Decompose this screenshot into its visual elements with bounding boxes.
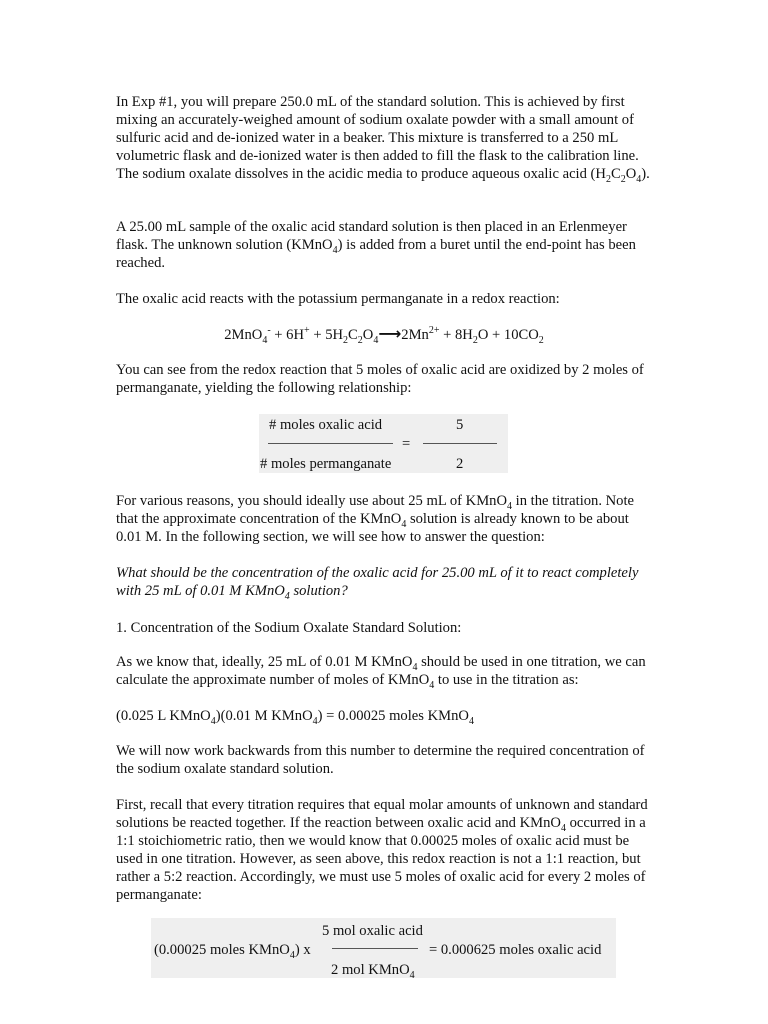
paragraph-work-backwards: We will now work backwards from this number to determine the required concentration of the sodium oxalate standard solution.	[116, 743, 645, 777]
paragraph-approx-moles: As we know that, ideally, 25 mL of 0.01 M KMnO$_4$ should be used in one titration, we can calculate the approximate number of moles of KMnO$_4$ to use in the titration as:	[116, 654, 646, 691]
redox-equation: $2MnO_4^- + 6H^+ + 5H_2C_2O_4⟶2Mn^{2+} + 8H_2O + 10CO_2$	[224, 324, 544, 346]
calc-left-term: (0.00025 moles KMnO$_4$) x	[154, 942, 311, 961]
reaction-arrow-icon: ⟶	[378, 324, 402, 343]
fraction-line-left	[268, 443, 393, 444]
calc-fraction-line	[332, 948, 418, 949]
ratio-numerator-left: # moles oxalic acid	[269, 417, 383, 433]
ratio-denominator-right: 2	[456, 456, 464, 472]
ratio-equals: =	[402, 436, 411, 452]
ratio-numerator-right: 5	[456, 417, 464, 433]
fraction-line-right	[423, 443, 497, 444]
section-heading: 1. Concentration of the Sodium Oxalate Standard Solution:	[116, 620, 462, 636]
calc-numerator: 5 mol oxalic acid	[322, 923, 423, 939]
calc-denominator: 2 mol KMnO$_4$	[331, 962, 415, 981]
mole-ratio-box	[259, 414, 508, 473]
calculation-moles-kmno4: (0.025 L KMnO$_4$)(0.01 M KMnO$_4$) = 0.00025 moles KMnO$_4$	[116, 708, 474, 727]
ratio-denominator-left: # moles permanganate	[260, 456, 392, 472]
paragraph-stoichiometry: First, recall that every titration requires that equal molar amounts of unknown and standard solutions be reacted together. If the reaction between oxalic acid and KMnO$_4$ occurred in a 1:1 stoichiometric ratio, then we would know that 0.00025 moles of oxalic acid must be used in one titration. However, as seen above, this redox reaction is not a 1:1 reaction, but rather a 5:2 reaction. Accordingly, we must use 5 moles of oxalic acid for every 2 moles of permanganate:	[116, 797, 648, 903]
paragraph-question: What should be the concentration of the oxalic acid for 25.00 mL of it to react completely with 25 mL of 0.01 M KMnO$_4$ solution?	[116, 565, 639, 602]
calculation-box	[151, 918, 616, 981]
paragraph-various-reasons: For various reasons, you should ideally use about 25 mL of KMnO$_4$ in the titration. Note that the approximate concentration of the KMnO$_4$ solution is already known to be about 0.01 M. In the following section, we will see how to answer the question:	[116, 493, 635, 545]
paragraph-exp1-intro: In Exp #1, you will prepare 250.0 mL of the standard solution. This is achieved by first mixing an accurately-weighed amount of sodium oxalate powder with a small amount of sulfuric acid and de-ionized water in a beaker. This mixture is transferred to a 250 mL volumetric flask and de-ionized water is then added to fill the flask to the calibration line. The sodium oxalate dissolves in the acidic media to produce aqueous oxalic acid $(H_2C_2O_4)$.	[116, 94, 650, 185]
paragraph-mole-relationship: You can see from the redox reaction that 5 moles of oxalic acid are oxidized by 2 moles of permanganate, yielding the following relationship:	[116, 362, 644, 396]
calc-result: = 0.000625 moles oxalic acid	[429, 942, 602, 958]
paragraph-redox-intro: The oxalic acid reacts with the potassium permanganate in a redox reaction:	[116, 291, 560, 307]
paragraph-sample: A 25.00 mL sample of the oxalic acid standard solution is then placed in an Erlenmeyer flask. The unknown solution (KMnO$_4$) is added from a buret until the end-point has been reached.	[116, 219, 636, 271]
